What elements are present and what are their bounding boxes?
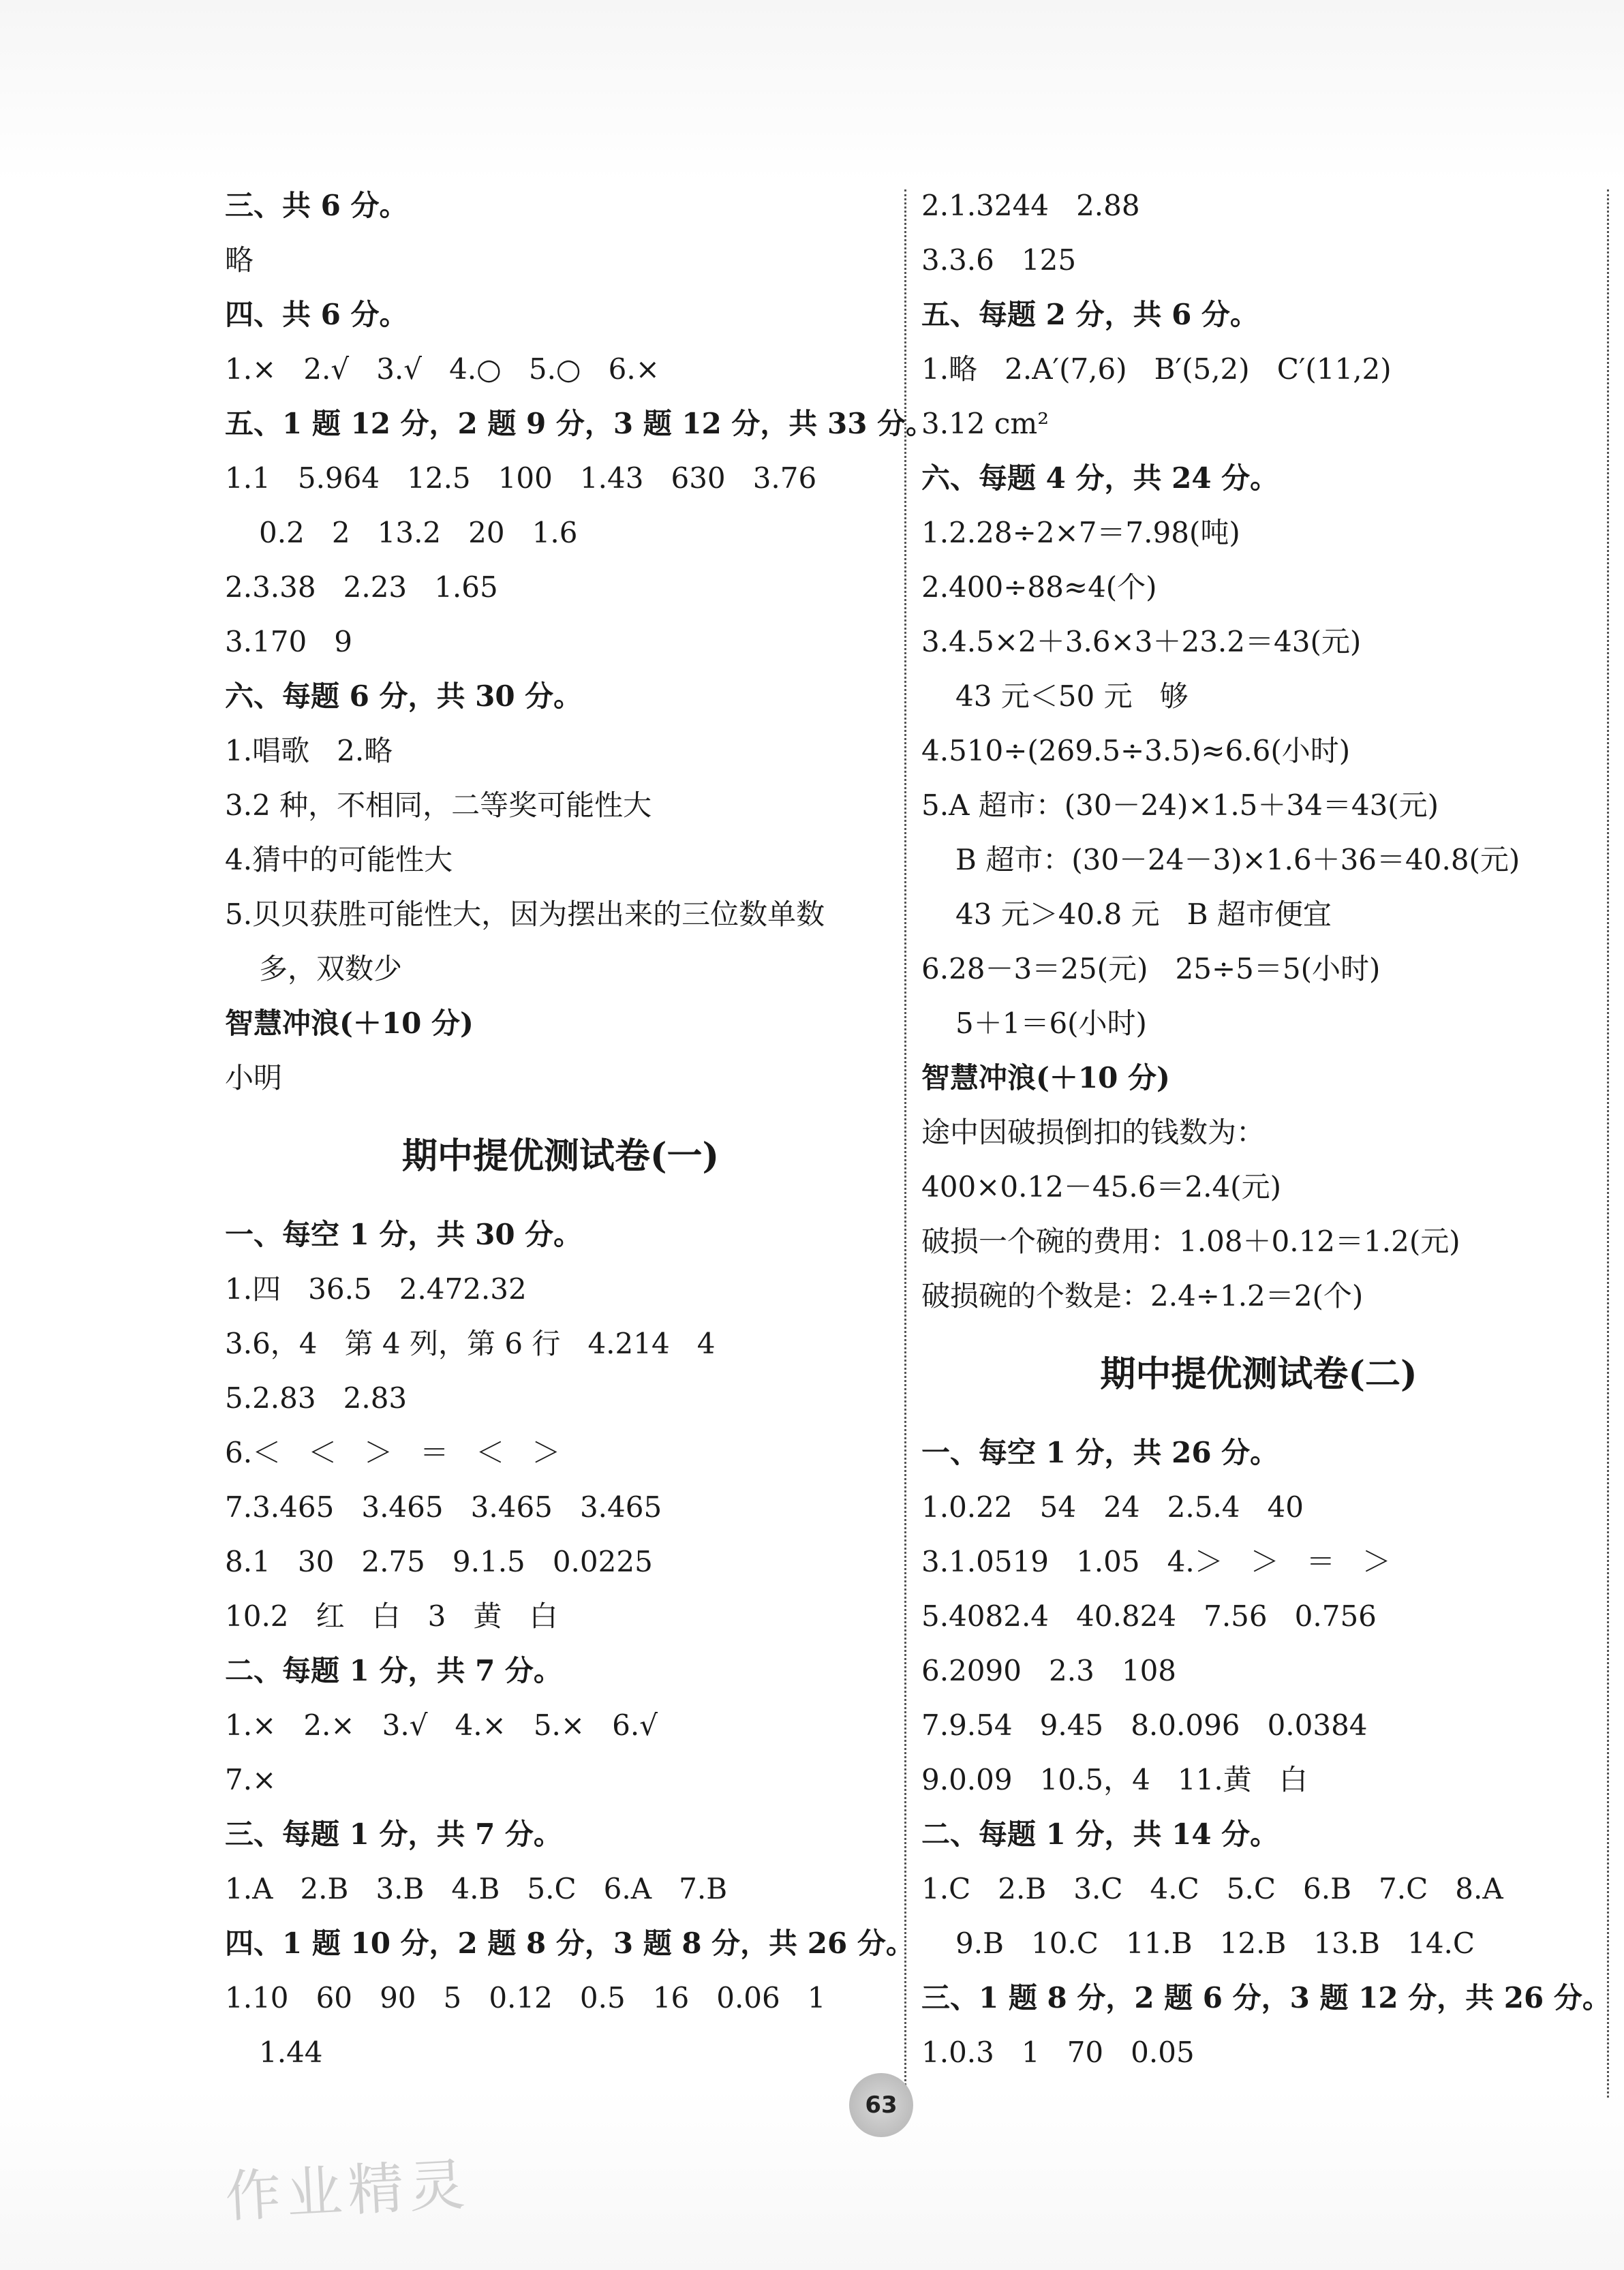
section-heading: 五、每题 2 分，共 6 分。 (921, 298, 1259, 331)
section-heading: 智慧冲浪(＋10 分) (225, 1007, 474, 1040)
answer-line: 1.A 2.B 3.B 4.B 5.C 6.A 7.B (225, 1872, 728, 1905)
answer-line: 3.2 种，不相同，二等奖可能性大 (225, 788, 652, 822)
answer-line: 10.2 红 白 3 黄 白 (225, 1599, 558, 1633)
right-column (921, 179, 1611, 2080)
left-column (225, 179, 935, 2080)
answer-line: 2.3.38 2.23 1.65 (225, 570, 498, 604)
answer-line: 6.2090 2.3 108 (921, 1654, 1177, 1687)
section-heading: 二、每题 1 分，共 7 分。 (225, 1654, 562, 1687)
answer-line: 1.44 (259, 2036, 323, 2069)
answer-line: 1.四 36.5 2.472.32 (225, 1272, 527, 1306)
answer-line: 5.4082.4 40.824 7.56 0.756 (921, 1599, 1377, 1633)
answer-line: 6.28－3＝25(元) 25÷5＝5(小时) (921, 952, 1381, 985)
answer-line: 43 元＞40.8 元 B 超市便宜 (955, 898, 1332, 931)
answer-line: 1.C 2.B 3.C 4.C 5.C 6.B 7.C 8.A (921, 1872, 1503, 1905)
answer-line: 1.× 2.√ 3.√ 4.○ 5.○ 6.× (225, 352, 660, 386)
answer-line: 400×0.12－45.6＝2.4(元) (921, 1170, 1281, 1203)
answer-line: 2.1.3244 2.88 (921, 189, 1140, 222)
answer-line: 破损碗的个数是：2.4÷1.2＝2(个) (921, 1279, 1364, 1313)
answer-line: 5.A 超市：(30－24)×1.5＋34＝43(元) (921, 788, 1439, 822)
answer-line: 7.× (225, 1763, 277, 1796)
section-heading: 四、1 题 10 分，2 题 8 分，3 题 8 分，共 26 分。 (225, 1927, 915, 1960)
answer-line: 3.1.0519 1.05 4.＞ ＞ ＝ ＞ (921, 1545, 1391, 1578)
answer-line: 1.1 5.964 12.5 100 1.43 630 3.76 (225, 461, 817, 495)
answer-line: 略 (225, 243, 254, 277)
section-heading: 三、1 题 8 分，2 题 6 分，3 题 12 分，共 26 分。 (921, 1981, 1611, 2014)
answer-line: 9.B 10.C 11.B 12.B 13.B 14.C (955, 1927, 1475, 1960)
section-title: 期中提优测试卷(二) (1100, 1353, 1418, 1395)
answer-line: 5.贝贝获胜可能性大，因为摆出来的三位数单数 (225, 898, 825, 931)
answer-line: 9.0.09 10.5，4 11.黄 白 (921, 1763, 1308, 1796)
answer-line: 4.猜中的可能性大 (225, 843, 453, 876)
answer-line: 1.× 2.× 3.√ 4.× 5.× 6.√ (225, 1708, 658, 1742)
answer-line: 1.唱歌 2.略 (225, 734, 393, 767)
answer-line: 3.6，4 第 4 列，第 6 行 4.214 4 (225, 1327, 716, 1360)
watermark-text: 作业精灵 (224, 2152, 472, 2230)
answer-line: 6.＜ ＜ ＞ ＝ ＜ ＞ (225, 1436, 561, 1469)
section-heading: 二、每题 1 分，共 14 分。 (921, 1817, 1279, 1851)
answer-line: 2.400÷88≈4(个) (921, 570, 1157, 604)
right-edge-divider (1607, 189, 1609, 2098)
answer-line: 多，双数少 (259, 952, 403, 985)
answer-line: 3.4.5×2＋3.6×3＋23.2＝43(元) (921, 625, 1362, 658)
answer-line: 4.510÷(269.5÷3.5)≈6.6(小时) (921, 734, 1351, 767)
section-heading: 一、每空 1 分，共 26 分。 (921, 1436, 1279, 1469)
section-heading: 三、共 6 分。 (225, 189, 408, 222)
answer-line: 8.1 30 2.75 9.1.5 0.0225 (225, 1545, 653, 1578)
section-heading: 三、每题 1 分，共 7 分。 (225, 1817, 562, 1851)
answer-line: 3.170 9 (225, 625, 353, 658)
answer-line: 5.2.83 2.83 (225, 1381, 408, 1415)
section-heading: 四、共 6 分。 (225, 298, 408, 331)
answer-line: 43 元＜50 元 够 (955, 679, 1189, 713)
answer-line: 1.0.3 1 70 0.05 (921, 2036, 1195, 2069)
section-title: 期中提优测试卷(一) (401, 1135, 720, 1177)
answer-line: 7.9.54 9.45 8.0.096 0.0384 (921, 1708, 1368, 1742)
answer-line: 0.2 2 13.2 20 1.6 (259, 516, 578, 549)
answer-line: 破损一个碗的费用：1.08＋0.12＝1.2(元) (921, 1225, 1460, 1258)
answer-line: 1.10 60 90 5 0.12 0.5 16 0.06 1 (225, 1981, 826, 2014)
answer-line: 小明 (225, 1061, 283, 1094)
answer-line: 3.3.6 125 (921, 243, 1077, 277)
answer-line: 7.3.465 3.465 3.465 3.465 (225, 1490, 662, 1524)
answer-line: 1.略 2.A′(7,6) B′(5,2) C′(11,2) (921, 352, 1392, 386)
section-heading: 一、每空 1 分，共 30 分。 (225, 1218, 583, 1251)
answer-line: 途中因破损倒扣的钱数为： (921, 1116, 1266, 1149)
answer-line: 5＋1＝6(小时) (955, 1007, 1147, 1040)
answer-line: B 超市：(30－24－3)×1.6＋36＝40.8(元) (955, 843, 1520, 876)
section-heading: 五、1 题 12 分，2 题 9 分，3 题 12 分，共 33 分。 (225, 407, 935, 440)
section-heading: 六、每题 6 分，共 30 分。 (225, 679, 583, 713)
column-divider (904, 189, 906, 2098)
section-heading: 智慧冲浪(＋10 分) (921, 1061, 1170, 1094)
page-number-badge: 63 (849, 2073, 913, 2137)
answer-line: 3.12 cm² (921, 407, 1050, 440)
section-heading: 六、每题 4 分，共 24 分。 (921, 461, 1279, 495)
answer-line: 1.0.22 54 24 2.5.4 40 (921, 1490, 1304, 1524)
answer-line: 1.2.28÷2×7＝7.98(吨) (921, 516, 1240, 549)
